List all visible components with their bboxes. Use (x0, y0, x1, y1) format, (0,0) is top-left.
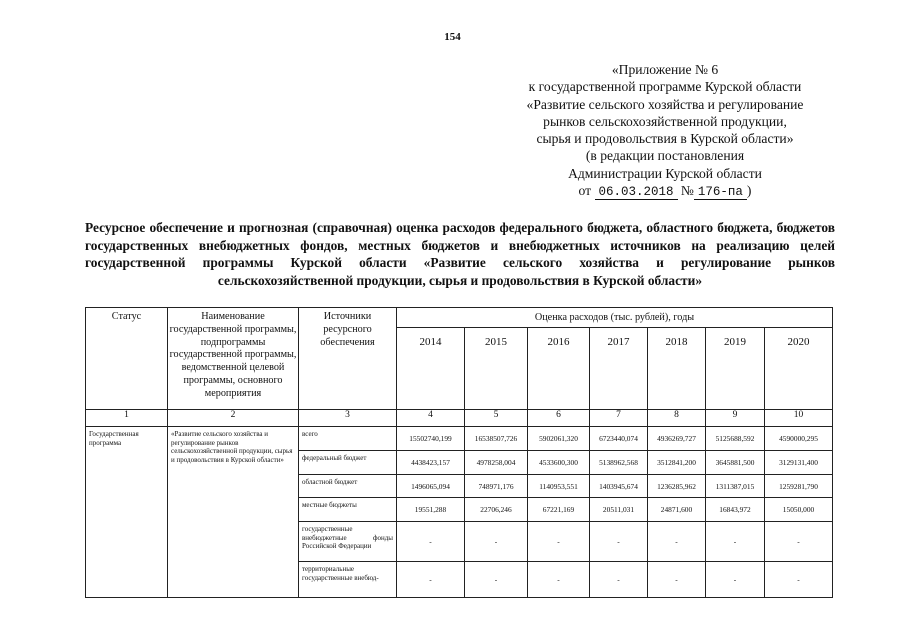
value-cell: 4438423,157 (397, 451, 465, 475)
value-cell: 22706,246 (465, 498, 528, 522)
column-number: 9 (706, 410, 765, 427)
value-cell: 5902061,320 (528, 427, 590, 451)
value-cell: 15502740,199 (397, 427, 465, 451)
value-cell: 3129131,400 (765, 451, 833, 475)
header-sources: Источники ресурсного обеспечения (299, 308, 397, 410)
appendix-line: Администрации Курской области (568, 165, 762, 181)
column-number: 1 (86, 410, 168, 427)
value-cell: 15050,000 (765, 498, 833, 522)
value-cell: 5125688,592 (706, 427, 765, 451)
value-cell: - (648, 522, 706, 562)
resolution-date: 06.03.2018 (595, 185, 678, 200)
value-cell: 20511,031 (590, 498, 648, 522)
document-heading: Ресурсное обеспечение и прогнозная (справочная) оценка расходов федерального бюджета, областного бюджета, бюджетов государственных внебюджетных фондов, местных бюджетов и внебюджетных источников на реализацию целей государственной программы Курской области «Развитие сельского хозяйства и регулирование рынков сельскохозяйственной продукции, сырья и продовольствия в Курской области» (85, 220, 835, 288)
header-estimate: Оценка расходов (тыс. рублей), годы (397, 308, 833, 328)
source-cell: государственные внебюджетные фонды Российской Федерации (299, 522, 397, 562)
program-name-cell: «Развитие сельского хозяйства и регулирование рынков сельскохозяйственной продукции, сырья и продовольствия в Курской области» (168, 427, 299, 598)
header-status: Статус (86, 308, 168, 410)
value-cell: - (706, 522, 765, 562)
value-cell: - (465, 522, 528, 562)
value-cell: 16538507,726 (465, 427, 528, 451)
value-cell: 67221,169 (528, 498, 590, 522)
value-cell: 1259281,790 (765, 475, 833, 498)
resolution-date-line (500, 182, 830, 201)
value-cell: - (590, 562, 648, 598)
table-row (86, 427, 833, 451)
header-year: 2018 (648, 328, 706, 410)
value-cell: - (648, 562, 706, 598)
header-year: 2015 (465, 328, 528, 410)
value-cell: 1140953,551 (528, 475, 590, 498)
date-prefix: от (578, 183, 592, 199)
value-cell: - (765, 522, 833, 562)
column-number: 4 (397, 410, 465, 427)
header-program-name: Наименование государственной программы, подпрограммы государственной программы, ведомственной целевой программы, основного мероприятия (168, 308, 299, 410)
value-cell: - (465, 562, 528, 598)
value-cell: 3645881,500 (706, 451, 765, 475)
value-cell: - (590, 522, 648, 562)
value-cell: 1403945,674 (590, 475, 648, 498)
value-cell: 4533600,300 (528, 451, 590, 475)
header-year: 2019 (706, 328, 765, 410)
value-cell: - (397, 562, 465, 598)
value-cell: - (528, 522, 590, 562)
appendix-line: рынков сельскохозяйственной продукции, (543, 113, 787, 129)
value-cell: 24871,600 (648, 498, 706, 522)
source-cell: местные бюджеты (299, 498, 397, 522)
resource-table (85, 307, 833, 598)
column-number: 5 (465, 410, 528, 427)
number-prefix: № (680, 183, 694, 199)
column-number: 8 (648, 410, 706, 427)
value-cell: 4978258,004 (465, 451, 528, 475)
source-cell: федеральный бюджет (299, 451, 397, 475)
value-cell: 4936269,727 (648, 427, 706, 451)
value-cell: 6723440,074 (590, 427, 648, 451)
value-cell: 19551,288 (397, 498, 465, 522)
header-year: 2017 (590, 328, 648, 410)
column-number: 7 (590, 410, 648, 427)
appendix-line: (в редакции постановления (585, 148, 745, 164)
value-cell: 5138962,568 (590, 451, 648, 475)
column-number: 2 (168, 410, 299, 427)
appendix-block (500, 61, 830, 201)
value-cell: - (765, 562, 833, 598)
value-cell: 1311387,015 (706, 475, 765, 498)
value-cell: 1496065,094 (397, 475, 465, 498)
header-year: 2014 (397, 328, 465, 410)
source-cell: областной бюджет (299, 475, 397, 498)
value-cell: - (397, 522, 465, 562)
column-number: 10 (765, 410, 833, 427)
column-number: 6 (528, 410, 590, 427)
page-number: 154 (444, 31, 461, 43)
value-cell: 1236285,962 (648, 475, 706, 498)
source-cell: территориальные государственные внебюд- (299, 562, 397, 598)
column-number: 3 (299, 410, 397, 427)
appendix-title: «Приложение № 6 (611, 62, 719, 77)
value-cell: 748971,176 (465, 475, 528, 498)
header-year: 2016 (528, 328, 590, 410)
value-cell: - (528, 562, 590, 598)
header-year: 2020 (765, 328, 833, 410)
value-cell: 16843,972 (706, 498, 765, 522)
column-number-row (86, 410, 833, 427)
value-cell: 4590000,295 (765, 427, 833, 451)
appendix-line: сырья и продовольствия в Курской области» (536, 131, 794, 147)
appendix-line: «Развитие сельского хозяйства и регулирование (526, 96, 804, 112)
status-cell: Государственная программа (86, 427, 168, 598)
source-cell: всего (299, 427, 397, 451)
value-cell: - (706, 562, 765, 598)
value-cell: 3512841,200 (648, 451, 706, 475)
appendix-line: к государственной программе Курской области (528, 79, 802, 95)
closing-paren: ) (746, 183, 752, 199)
resolution-number: 176-па (694, 185, 747, 200)
